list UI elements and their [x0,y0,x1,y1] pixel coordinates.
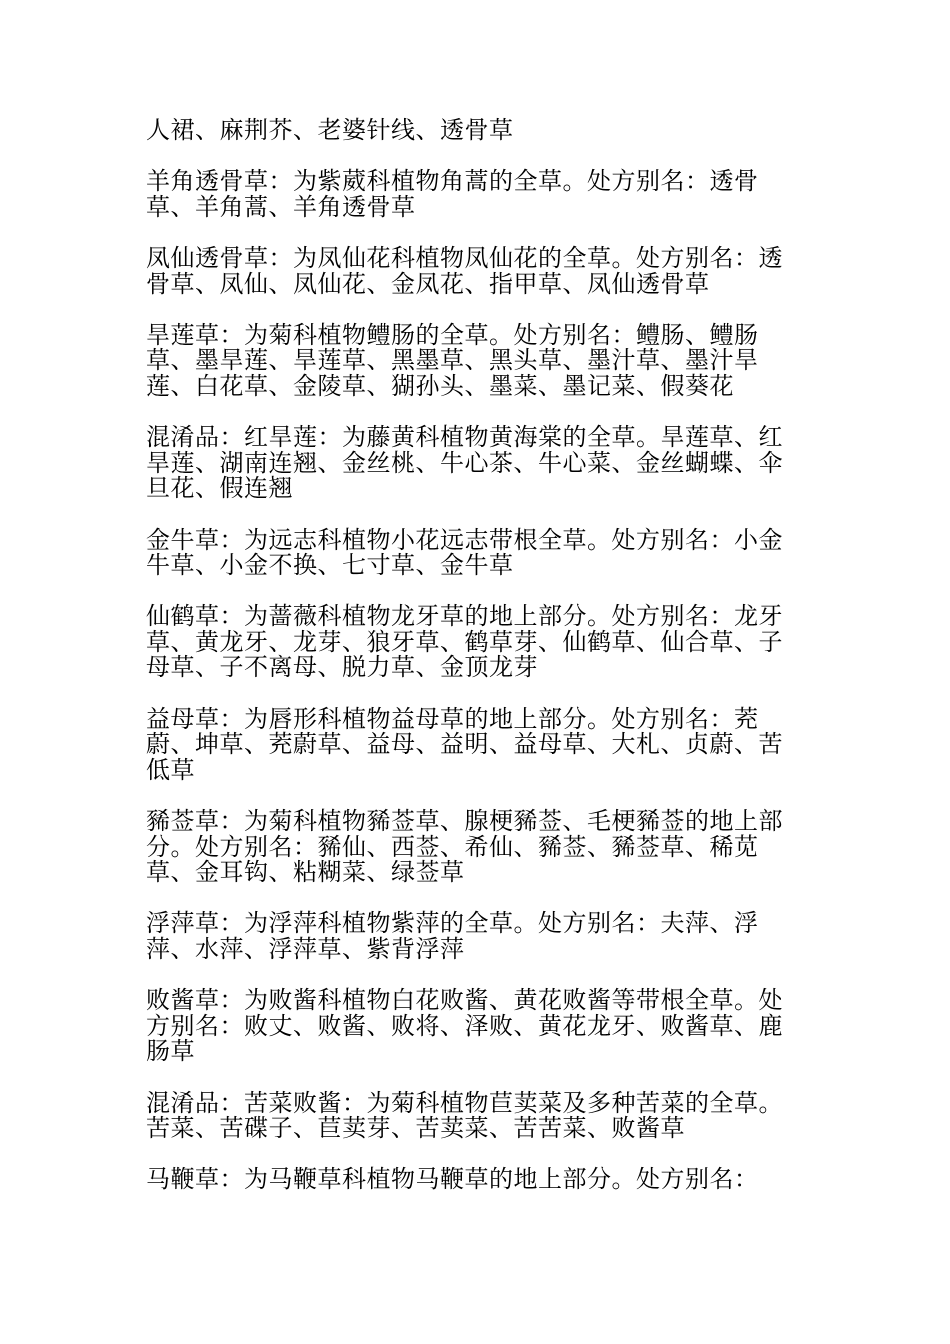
paragraph-9: 豨莶草：为菊科植物豨莶草、腺梗豨莶、毛梗豨莶的地上部分。处方别名：豨仙、西莶、希仙、豨莶、豨莶草、稀苋草、金耳钩、粘糊菜、绿莶草 [146,807,783,887]
paragraph-8: 益母草：为唇形科植物益母草的地上部分。处方别名：茺蔚、坤草、茺蔚草、益母、益明、益母草、大札、贞蔚、苦低草 [146,704,783,784]
paragraph-10: 浮萍草：为浮萍科植物紫萍的全草。处方别名：夫萍、浮萍、水萍、浮萍草、紫背浮萍 [146,909,759,963]
paragraph-2: 羊角透骨草：为紫葳科植物角蒿的全草。处方别名：透骨草、羊角蒿、羊角透骨草 [146,167,759,221]
paragraph-3: 凤仙透骨草：为凤仙花科植物凤仙花的全草。处方别名：透骨草、凤仙、凤仙花、金凤花、指甲草、凤仙透骨草 [146,243,783,298]
paragraph-13: 马鞭草：为马鞭草科植物马鞭草的地上部分。处方别名： [146,1165,759,1194]
paragraph-12: 混淆品：苦菜败酱：为菊科植物苣荬菜及多种苦菜的全草。苦菜、苦碟子、苣荬芽、苦荬菜、苦苦菜、败酱草 [146,1088,783,1143]
paragraph-11: 败酱草：为败酱科植物白花败酱、黄花败酱等带根全草。处方别名：败丈、败酱、败将、泽败、黄花龙牙、败酱草、鹿肠草 [146,986,783,1066]
paragraph-1: 人裙、麻荆芥、老婆针线、透骨草 [146,116,514,144]
paragraph-4: 旱莲草：为菊科植物鳢肠的全草。处方别名：鳢肠、鳢肠草、墨旱莲、旱莲草、黑墨草、黑头草、墨汁草、墨汁旱莲、白花草、金陵草、猢孙头、墨菜、墨记菜、假葵花 [146,320,759,400]
paragraph-6: 金牛草：为远志科植物小花远志带根全草。处方别名：小金牛草、小金不换、七寸草、金牛草 [146,525,783,580]
document-body [146,118,806,1219]
paragraph-5: 混淆品：红旱莲：为藤黄科植物黄海棠的全草。旱莲草、红旱莲、湖南连翘、金丝桃、牛心茶、牛心菜、金丝蝴蝶、伞旦花、假连翘 [146,423,783,503]
paragraph-7: 仙鹤草：为蔷薇科植物龙牙草的地上部分。处方别名：龙牙草、黄龙牙、龙芽、狼牙草、鹤草芽、仙鹤草、仙合草、子母草、子不离母、脱力草、金顶龙芽 [146,602,783,682]
